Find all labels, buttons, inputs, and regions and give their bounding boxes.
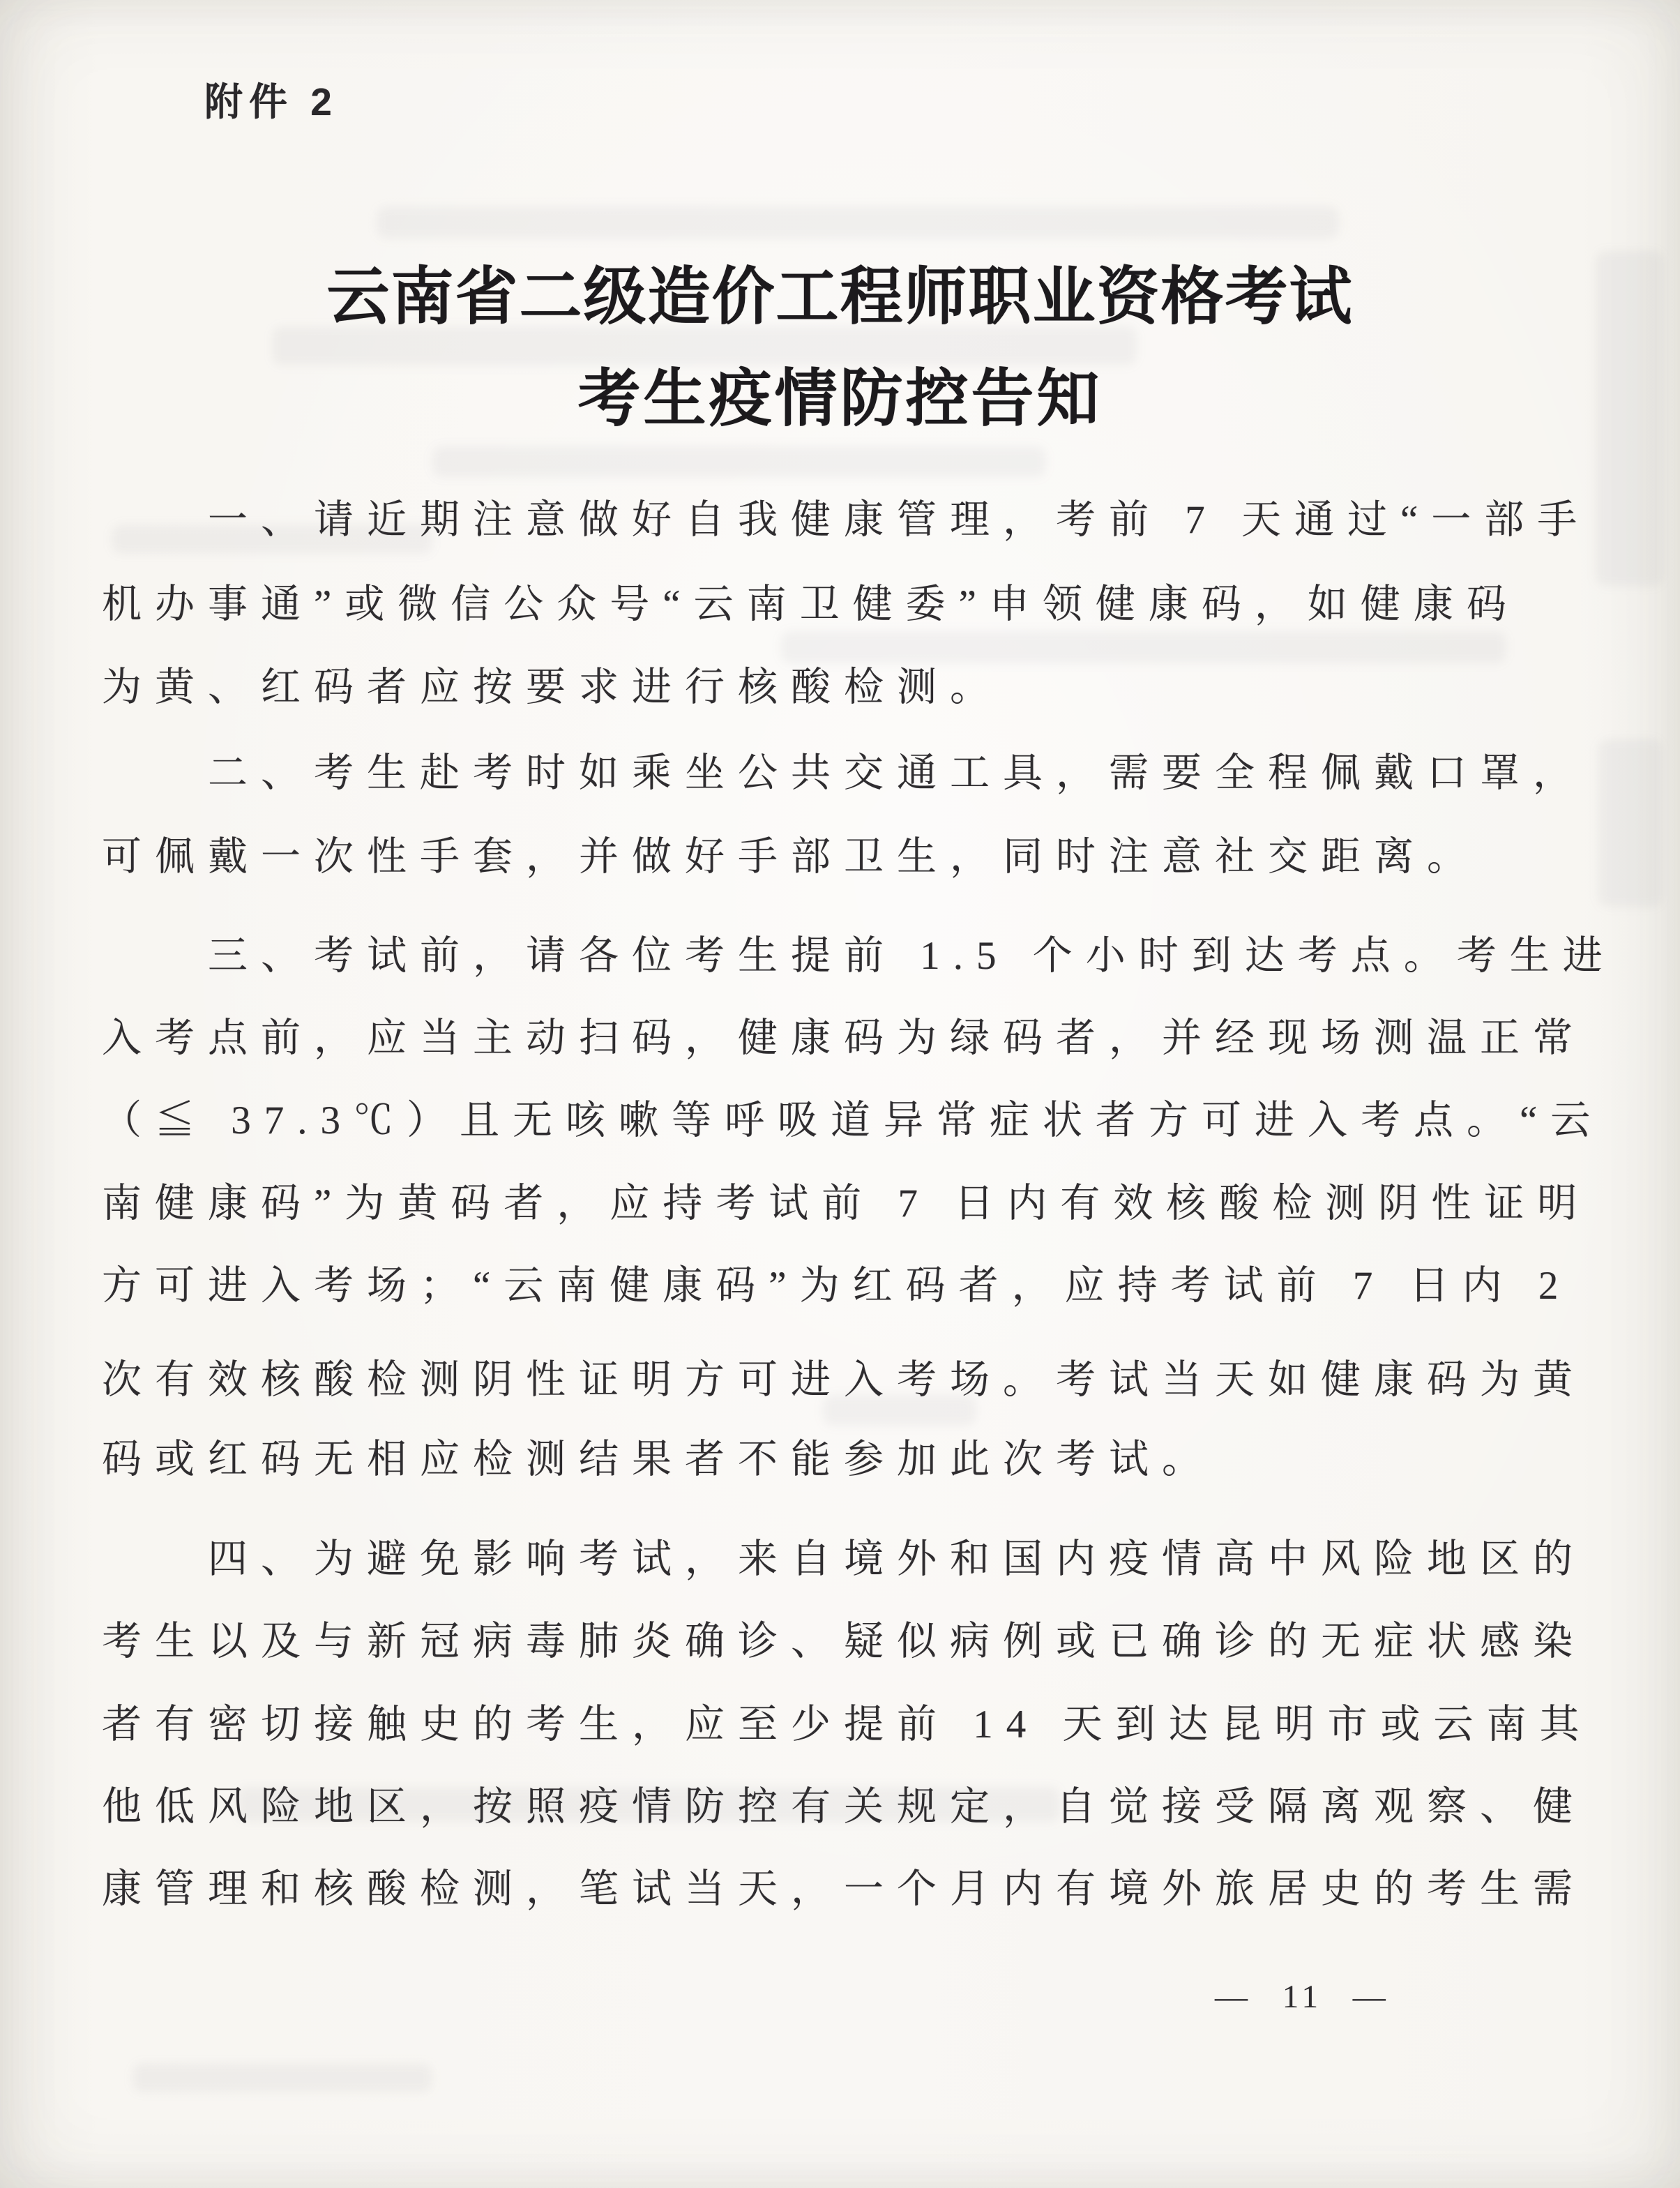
bleed-through-smudge xyxy=(133,2063,432,2092)
body-line: 可佩戴一次性手套，并做好手部卫生，同时注意社交距离。 xyxy=(102,835,1480,879)
body-line: 方可进入考场；“云南健康码”为红码者，应持考试前 7 日内 2 xyxy=(102,1264,1572,1308)
document-title-line1: 云南省二级造价工程师职业资格考试 xyxy=(326,263,1354,332)
body-line: 次有效核酸检测阴性证明方可进入考场。考试当天如健康码为黄 xyxy=(102,1358,1586,1402)
page-number-footer: — 11 — xyxy=(1215,1979,1390,2015)
body-line: 三、考试前，请各位考生提前 1.5 个小时到达考点。考生进 xyxy=(208,934,1616,978)
body-line: 为黄、红码者应按要求进行核酸检测。 xyxy=(102,665,1003,709)
bleed-through-smudge xyxy=(432,446,1046,477)
document-title-line2: 考生疫情防控告知 xyxy=(577,365,1103,434)
body-line: 康管理和核酸检测，笔试当天，一个月内有境外旅居史的考生需 xyxy=(102,1867,1586,1911)
bleed-through-smudge xyxy=(377,206,1339,239)
body-line: 一、请近期注意做好自我健康管理，考前 7 天通过“一部手 xyxy=(208,498,1591,542)
body-line: （≦ 37.3℃）且无咳嗽等呼吸道异常症状者方可进入考点。“云 xyxy=(102,1099,1604,1142)
attachment-label: 附件 2 xyxy=(204,80,338,123)
body-line: 他低风险地区，按照疫情防控有关规定，自觉接受隔离观察、健 xyxy=(102,1785,1586,1829)
body-line: 考生以及与新冠病毒肺炎确诊、疑似病例或已确诊的无症状感染 xyxy=(102,1620,1586,1663)
bleed-through-smudge xyxy=(781,631,1506,663)
body-line: 入考点前，应当主动扫码，健康码为绿码者，并经现场测温正常 xyxy=(102,1016,1586,1060)
body-line: 者有密切接触史的考生，应至少提前 14 天到达昆明市或云南其 xyxy=(102,1703,1593,1746)
body-line: 二、考生赴考时如乘坐公共交通工具，需要全程佩戴口罩， xyxy=(208,751,1586,795)
body-line: 南健康码”为黄码者，应持考试前 7 日内有效核酸检测阴性证明 xyxy=(102,1182,1591,1225)
body-line: 四、为避免影响考试，来自境外和国内疫情高中风险地区的 xyxy=(208,1537,1586,1581)
body-line: 机办事通”或微信公众号“云南卫健委”申领健康码，如健康码 xyxy=(102,582,1520,626)
body-line: 码或红码无相应检测结果者不能参加此次考试。 xyxy=(102,1438,1215,1481)
